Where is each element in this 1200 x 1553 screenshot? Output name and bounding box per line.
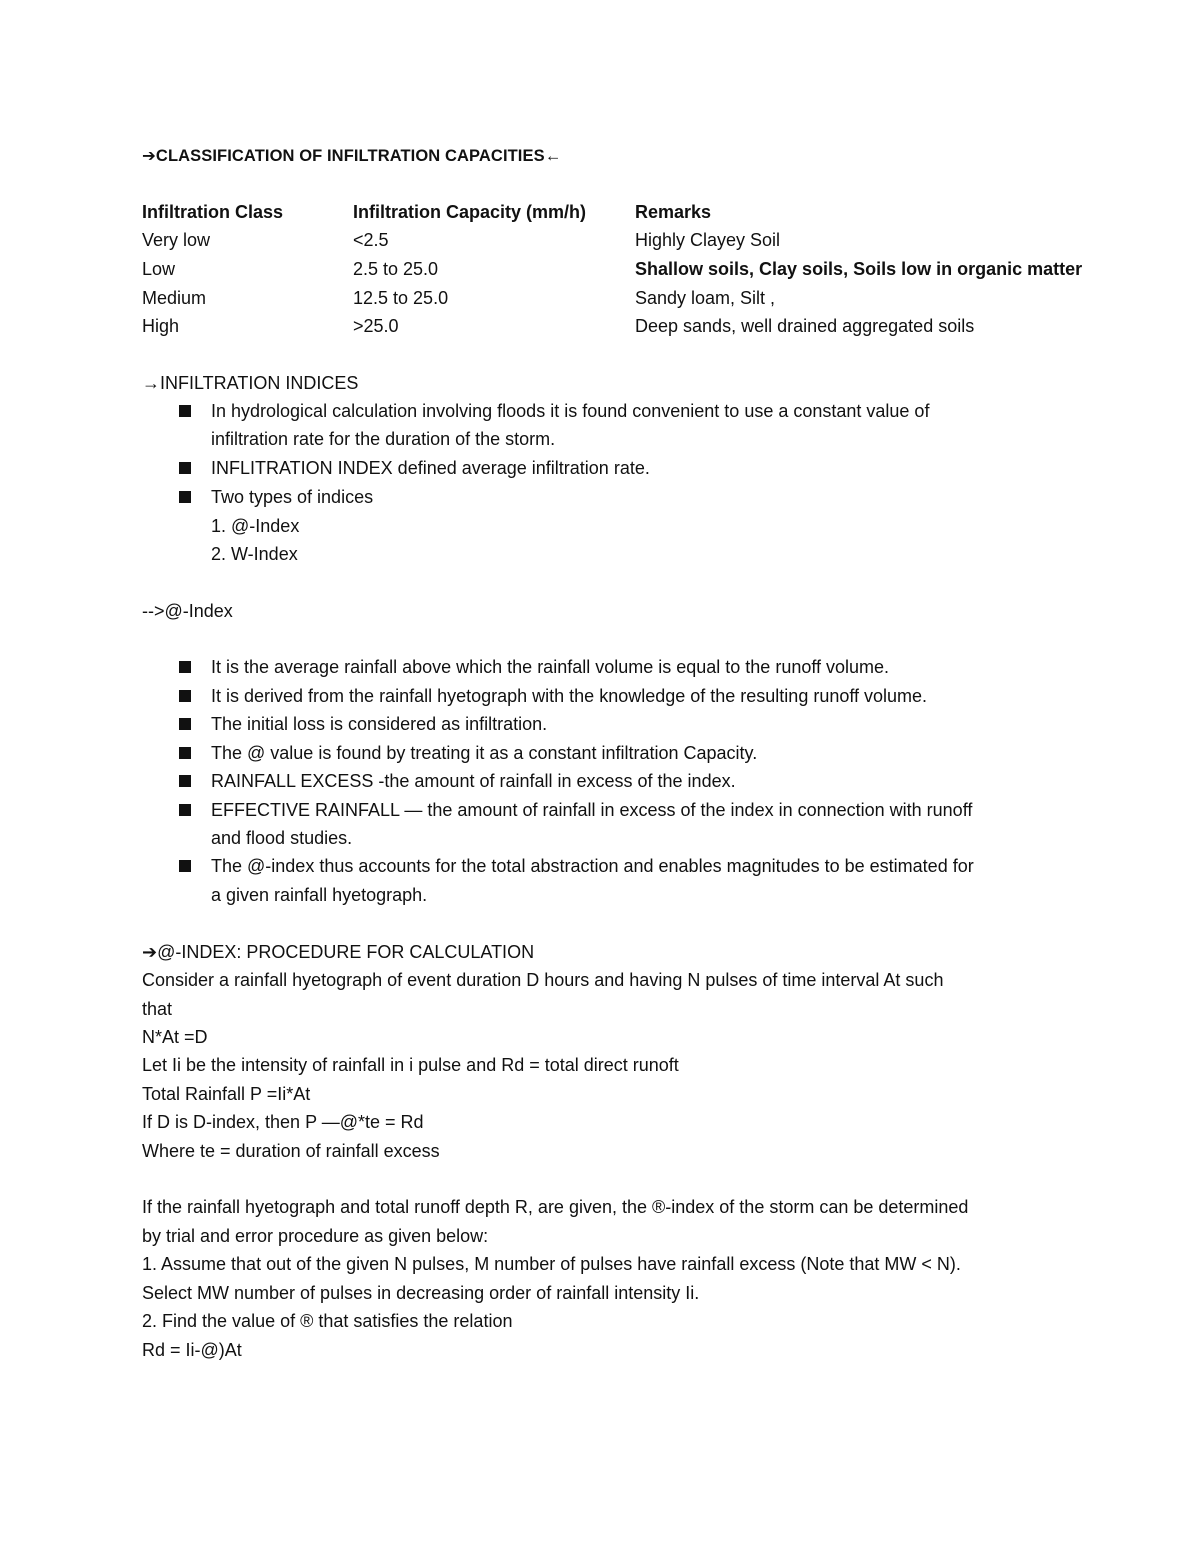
paragraph-line: Rd = Ii-@)At	[142, 1340, 242, 1360]
bullet-text: a given rainfall hyetograph.	[211, 885, 428, 905]
bullet-text: Two types of indices	[211, 487, 374, 507]
table-cell: 12.5 to 25.0	[353, 288, 449, 308]
bullet-icon	[179, 718, 191, 730]
table-row	[0, 229, 1200, 253]
bullet-icon	[179, 860, 191, 872]
table-cell: Medium	[142, 288, 207, 308]
table-header-row	[0, 201, 1200, 225]
paragraph-line: Let Ii be the intensity of rainfall in i pulse and Rd = total direct runoft	[142, 1055, 679, 1075]
bullet-icon	[179, 661, 191, 673]
table-header-capacity: Infiltration Capacity (mm/h)	[353, 202, 587, 222]
bullet-text: It is derived from the rainfall hyetograph with the knowledge of the resulting runoff volume.	[211, 686, 928, 706]
paragraph-line: N*At =D	[142, 1027, 208, 1047]
bullet-text: The initial loss is considered as infiltration.	[211, 714, 548, 734]
bullet-text: and flood studies.	[211, 828, 353, 848]
page-title: ➔CLASSIFICATION OF INFILTRATION CAPACITIES←	[142, 147, 562, 165]
paragraph-line: by trial and error procedure as given below:	[142, 1226, 489, 1246]
bullet-text: The @ value is found by treating it as a constant infiltration Capacity.	[211, 743, 758, 763]
table-row	[0, 315, 1200, 339]
bullet-icon	[179, 747, 191, 759]
table-cell: >25.0	[353, 316, 399, 336]
table-cell: Highly Clayey Soil	[635, 230, 781, 250]
section-heading-phi-index: -->@-Index	[142, 601, 233, 621]
section-heading-indices: →INFILTRATION INDICES	[142, 373, 359, 393]
table-cell: <2.5	[353, 230, 389, 250]
table-cell: Very low	[142, 230, 211, 250]
paragraph-line: Consider a rainfall hyetograph of event duration D hours and having N pulses of time interval At such	[142, 970, 944, 990]
bullet-icon	[179, 804, 191, 816]
bullet-icon	[179, 690, 191, 702]
bullet-text: EFFECTIVE RAINFALL — the amount of rainfall in excess of the index in connection with runoff	[211, 800, 973, 820]
bullet-text: It is the average rainfall above which the rainfall volume is equal to the runoff volume.	[211, 657, 890, 677]
bullet-text: INFLITRATION INDEX defined average infiltration rate.	[211, 458, 650, 478]
paragraph-line: Where te = duration of rainfall excess	[142, 1141, 440, 1161]
paragraph-line: Total Rainfall P =Ii*At	[142, 1084, 311, 1104]
bullet-text: In hydrological calculation involving floods it is found convenient to use a constant value of	[211, 401, 930, 421]
paragraph-line: Select MW number of pulses in decreasing order of rainfall intensity Ii.	[142, 1283, 700, 1303]
table-cell: Shallow soils, Clay soils, Soils low in organic matter	[635, 259, 1083, 279]
table-cell: Low	[142, 259, 176, 279]
table-row	[0, 258, 1200, 282]
paragraph-line: If D is D-index, then P —@*te = Rd	[142, 1112, 424, 1132]
bullet-text: The @-index thus accounts for the total abstraction and enables magnitudes to be estimated for	[211, 856, 974, 876]
table-cell: 2.5 to 25.0	[353, 259, 439, 279]
paragraph-line: that	[142, 999, 173, 1019]
bullet-text: RAINFALL EXCESS -the amount of rainfall in excess of the index.	[211, 771, 736, 791]
section-heading-procedure: ➔@-INDEX: PROCEDURE FOR CALCULATION	[142, 942, 535, 962]
list-item: 1. @-Index	[211, 516, 300, 536]
bullet-icon	[179, 462, 191, 474]
bullet-icon	[179, 775, 191, 787]
paragraph-line: 2. Find the value of ® that satisfies the relation	[142, 1311, 513, 1331]
table-cell: Sandy loam, Silt ,	[635, 288, 776, 308]
bullet-icon	[179, 405, 191, 417]
bullet-text: infiltration rate for the duration of the storm.	[211, 429, 556, 449]
table-cell: High	[142, 316, 180, 336]
table-row	[0, 287, 1200, 311]
bullet-icon	[179, 491, 191, 503]
paragraph-line: If the rainfall hyetograph and total runoff depth R, are given, the ®-index of the storm can be determined	[142, 1197, 969, 1217]
paragraph-line: 1. Assume that out of the given N pulses, M number of pulses have rainfall excess (Note that MW < N).	[142, 1254, 961, 1274]
list-item: 2. W-Index	[211, 544, 298, 564]
table-header-remarks: Remarks	[635, 202, 712, 222]
table-header-class: Infiltration Class	[142, 202, 284, 222]
table-cell: Deep sands, well drained aggregated soils	[635, 316, 975, 336]
